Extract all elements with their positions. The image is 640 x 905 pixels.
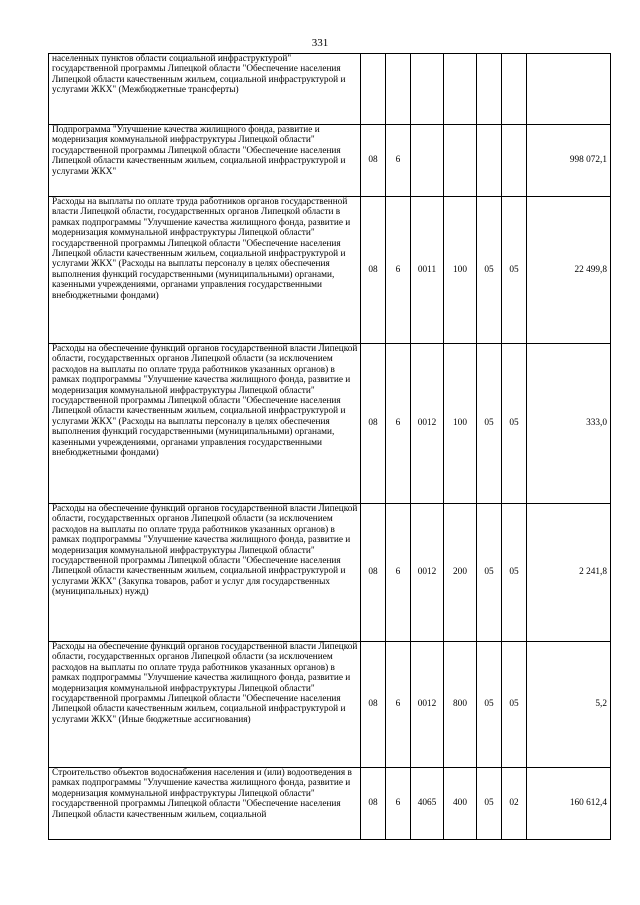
code-cell xyxy=(502,54,527,125)
code-cell: 08 xyxy=(361,125,386,197)
code-cell xyxy=(411,54,444,125)
row-description: населенных пунктов области социальной инфраструктурой" государственной программы Липецкой области "Обеспечение населения Липецкой области качественным жильем, социальной инфраструктурой и услугами ЖКХ" (Межбюджетные трансферты) xyxy=(49,54,361,125)
row-description: Подпрограмма "Улучшение качества жилищного фонда, развитие и модернизация коммунальной инфраструктуры Липецкой области" государственной программы Липецкой области "Обеспечение населения Липецкой области качественным жильем, социальной инфраструктурой и услугами ЖКХ" xyxy=(49,125,361,197)
code-cell: 4065 xyxy=(411,768,444,840)
amount-cell: 160 612,4 xyxy=(527,768,611,840)
code-cell: 100 xyxy=(444,197,477,344)
code-cell: 0012 xyxy=(411,642,444,768)
code-cell: 200 xyxy=(444,504,477,642)
page-number: 331 xyxy=(311,37,329,49)
code-cell: 05 xyxy=(477,504,502,642)
amount-cell: 2 241,8 xyxy=(527,504,611,642)
row-description: Расходы на обеспечение функций органов государственной власти Липецкой области, государственных органов Липецкой области (за исключением расходов на выплаты по оплате труда работников указанных органов) в рамках подпрограммы "Улучшение качества жилищного фонда, развитие и модернизация коммунальной инфраструктуры Липецкой области" государственной программы Липецкой области "Обеспечение населения Липецкой области качественным жильем, социальной инфраструктурой и услугами ЖКХ" (Иные бюджетные ассигнования) xyxy=(49,642,361,768)
code-cell: 08 xyxy=(361,197,386,344)
budget-table xyxy=(48,53,611,840)
table-row xyxy=(49,504,611,642)
table-row xyxy=(49,768,611,840)
code-cell: 05 xyxy=(477,768,502,840)
code-cell: 08 xyxy=(361,344,386,504)
code-cell xyxy=(502,125,527,197)
code-cell: 08 xyxy=(361,642,386,768)
code-cell: 800 xyxy=(444,642,477,768)
code-cell: 05 xyxy=(477,642,502,768)
code-cell: 05 xyxy=(502,197,527,344)
code-cell: 400 xyxy=(444,768,477,840)
code-cell: 6 xyxy=(386,125,411,197)
code-cell: 05 xyxy=(502,504,527,642)
amount-cell: 998 072,1 xyxy=(527,125,611,197)
code-cell: 08 xyxy=(361,768,386,840)
code-cell xyxy=(411,125,444,197)
amount-cell: 22 499,8 xyxy=(527,197,611,344)
table-row xyxy=(49,344,611,504)
code-cell: 0011 xyxy=(411,197,444,344)
amount-cell: 5,2 xyxy=(527,642,611,768)
code-cell xyxy=(386,54,411,125)
code-cell: 6 xyxy=(386,768,411,840)
code-cell: 6 xyxy=(386,504,411,642)
code-cell: 05 xyxy=(477,344,502,504)
amount-cell: 333,0 xyxy=(527,344,611,504)
table-row xyxy=(49,125,611,197)
code-cell: 6 xyxy=(386,344,411,504)
code-cell: 100 xyxy=(444,344,477,504)
row-description: Строительство объектов водоснабжения населения и (или) водоотведения в рамках подпрограммы "Улучшение качества жилищного фонда, развитие и модернизация коммунальной инфраструктуры Липецкой области" государственной программы Липецкой области "Обеспечение населения Липецкой области качественным жильем, социальной xyxy=(49,768,361,840)
row-description: Расходы на обеспечение функций органов государственной власти Липецкой области, государственных органов Липецкой области (за исключением расходов на выплаты по оплате труда работников указанных органов) в рамках подпрограммы "Улучшение качества жилищного фонда, развитие и модернизация коммунальной инфраструктуры Липецкой области" государственной программы Липецкой области "Обеспечение населения Липецкой области качественным жильем, социальной инфраструктурой и услугами ЖКХ" (Расходы на выплаты персоналу в целях обеспечения выполнения функций государственными (муниципальными) органами, казенными учреждениями, органами управления государственными внебюджетными фондами) xyxy=(49,344,361,504)
code-cell: 05 xyxy=(502,642,527,768)
code-cell: 6 xyxy=(386,642,411,768)
code-cell: 05 xyxy=(477,197,502,344)
table-row xyxy=(49,54,611,125)
amount-cell xyxy=(527,54,611,125)
code-cell: 0012 xyxy=(411,504,444,642)
table-row xyxy=(49,642,611,768)
code-cell xyxy=(477,54,502,125)
code-cell: 6 xyxy=(386,197,411,344)
code-cell xyxy=(477,125,502,197)
row-description: Расходы на выплаты по оплате труда работников органов государственной власти Липецкой области, государственных органов Липецкой области в рамках подпрограммы "Улучшение качества жилищного фонда, развитие и модернизация коммунальной инфраструктуры Липецкой области" государственной программы Липецкой области "Обеспечение населения Липецкой области качественным жильем, социальной инфраструктурой и услугами ЖКХ" (Расходы на выплаты персоналу в целях обеспечения выполнения функций государственными (муниципальными) органами, казенными учреждениями, органами управления государственными внебюджетными фондами) xyxy=(49,197,361,344)
code-cell: 08 xyxy=(361,504,386,642)
code-cell xyxy=(361,54,386,125)
table-row xyxy=(49,197,611,344)
code-cell xyxy=(444,125,477,197)
code-cell: 02 xyxy=(502,768,527,840)
row-description: Расходы на обеспечение функций органов государственной власти Липецкой области, государственных органов Липецкой области (за исключением расходов на выплаты по оплате труда работников указанных органов) в рамках подпрограммы "Улучшение качества жилищного фонда, развитие и модернизация коммунальной инфраструктуры Липецкой области" государственной программы Липецкой области "Обеспечение населения Липецкой области качественным жильем, социальной инфраструктурой и услугами ЖКХ" (Закупка товаров, работ и услуг для государственных (муниципальных) нужд) xyxy=(49,504,361,642)
code-cell: 05 xyxy=(502,344,527,504)
code-cell xyxy=(444,54,477,125)
code-cell: 0012 xyxy=(411,344,444,504)
